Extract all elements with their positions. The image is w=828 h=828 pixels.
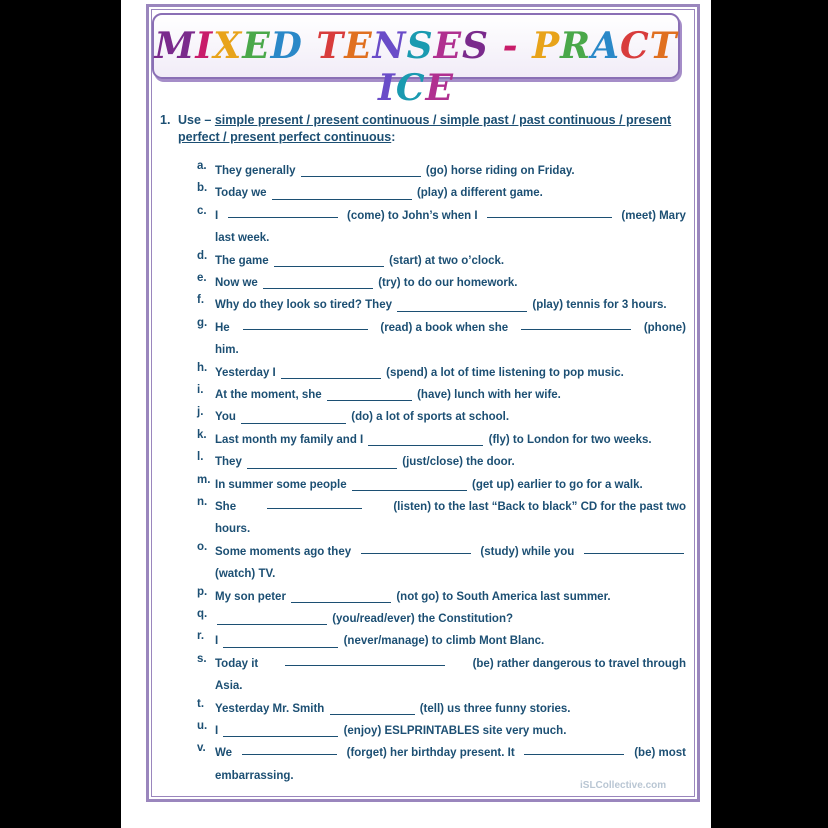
exercise-letter: d.	[197, 249, 208, 262]
exercise-item	[197, 698, 686, 720]
exercise-text: Today it	[215, 657, 259, 670]
exercise-letter: f.	[197, 294, 205, 307]
title-letter: M	[154, 25, 196, 67]
exercise-letter: u.	[197, 720, 208, 732]
instruction	[160, 112, 686, 146]
exercise-text: (forget) her birthday present. It	[346, 747, 515, 760]
answer-blank[interactable]	[330, 702, 415, 715]
exercise-text: We	[215, 747, 233, 760]
exercise-text: (enjoy) ESLPRINTABLES site very much.	[340, 725, 567, 737]
exercise-text: (fly) to London for two weeks.	[485, 433, 652, 446]
exercise-item	[197, 720, 686, 742]
exercise-text: (try) to do our homework.	[375, 277, 518, 289]
answer-blank[interactable]	[228, 205, 338, 218]
exercise-item	[197, 429, 686, 451]
exercise-text: (do) a lot of sports at school.	[348, 411, 510, 424]
exercise-item	[197, 250, 686, 272]
page-title	[154, 25, 678, 109]
exercise-letter: p.	[197, 585, 208, 598]
exercise-text: (study) while you	[480, 545, 575, 558]
exercise-text: Last month my family and I	[215, 433, 367, 446]
answer-blank[interactable]	[263, 276, 373, 289]
exercise-item	[197, 630, 686, 652]
answer-blank[interactable]	[223, 724, 338, 737]
title-letter	[519, 25, 533, 67]
exercise-text: I	[215, 635, 222, 648]
exercise-text: At the moment, she	[215, 389, 325, 401]
exercise-text: They	[215, 456, 246, 469]
exercise-letter: v.	[197, 742, 206, 755]
answer-blank[interactable]	[267, 496, 362, 509]
title-banner	[152, 13, 680, 109]
exercise-text: (never/manage) to climb Mont Blanc.	[340, 635, 545, 648]
answer-blank[interactable]	[524, 742, 624, 755]
answer-blank[interactable]	[291, 590, 391, 603]
answer-blank[interactable]	[243, 317, 368, 330]
exercise-text: The game	[215, 254, 272, 267]
exercise-item	[197, 451, 686, 473]
exercise-text: (come) to John’s when I	[347, 209, 478, 222]
exercise-item	[197, 474, 686, 496]
exercise-text: (start) at two o’clock.	[385, 254, 505, 267]
exercise-letter: r.	[197, 630, 205, 643]
exercise-text: (not go) to South America last summer.	[393, 590, 611, 603]
title-letter	[489, 25, 503, 67]
answer-blank[interactable]	[352, 478, 467, 491]
tense-list-line2: perfect / present perfect continuous	[178, 130, 392, 144]
exercise-text: last week.	[215, 232, 270, 245]
exercise-text: (watch) TV.	[215, 568, 276, 581]
answer-blank[interactable]	[241, 411, 346, 424]
exercise-item	[197, 317, 686, 362]
exercise-letter: h.	[197, 361, 208, 374]
title-letter: C	[620, 25, 650, 67]
title-letter: I	[378, 67, 396, 109]
answer-blank[interactable]	[274, 254, 384, 267]
exercise-text: (listen) to the last “Back to black” CD for the past two	[393, 501, 686, 513]
exercise-letter: e.	[197, 272, 207, 284]
exercise-text: I	[215, 725, 222, 737]
exercise-letter: l.	[197, 451, 204, 464]
answer-blank[interactable]	[327, 388, 412, 401]
title-letter: S	[406, 25, 434, 67]
exercise-text: You	[215, 411, 240, 424]
exercise-item	[197, 205, 686, 250]
exercise-letter: o.	[197, 540, 208, 553]
exercise-text: Today we	[215, 187, 270, 200]
exercise-text: (you/read/ever) the Constitution?	[329, 613, 514, 625]
exercise-text: (just/close) the door.	[399, 456, 515, 469]
exercise-item	[197, 496, 686, 541]
exercise-letter: g.	[197, 316, 208, 329]
exercise-text: My son peter	[215, 590, 290, 603]
answer-blank[interactable]	[285, 653, 445, 666]
title-letter: I	[195, 25, 214, 67]
exercise-letter: t.	[197, 697, 205, 710]
exercise-letter: q.	[197, 608, 208, 620]
title-letter: E	[425, 67, 454, 109]
exercise-item	[197, 272, 686, 294]
answer-blank[interactable]	[521, 317, 631, 330]
exercise-text: (be) most	[634, 747, 686, 760]
answer-blank[interactable]	[247, 456, 397, 469]
exercise-letter: n.	[197, 496, 208, 508]
exercise-text: (spend) a lot of time listening to pop music.	[382, 366, 624, 379]
exercise-item	[197, 608, 686, 630]
exercise-item	[197, 362, 686, 384]
title-letter: E	[242, 25, 271, 67]
exercise-item	[197, 586, 686, 608]
title-letter: N	[372, 25, 407, 67]
exercise-text: He	[215, 321, 230, 334]
answer-blank[interactable]	[584, 541, 684, 554]
title-letter: T	[316, 25, 345, 67]
instruction-number: 1.	[160, 113, 171, 127]
exercise-letter: a.	[197, 160, 207, 172]
answer-blank[interactable]	[242, 742, 337, 755]
exercise-text: Why do they look so tired? They	[215, 299, 396, 312]
title-letter: E	[344, 25, 373, 67]
title-letter: R	[560, 25, 592, 67]
watermark: iSLCollective.com	[580, 780, 667, 791]
exercise-letter: s.	[197, 652, 207, 665]
title-letter	[303, 25, 317, 67]
title-letter: E	[433, 25, 463, 67]
title-letter: -	[502, 25, 519, 67]
answer-blank[interactable]	[272, 187, 412, 200]
exercise-item	[197, 160, 686, 182]
answer-blank[interactable]	[223, 635, 338, 648]
exercise-text: (play) tennis for 3 hours.	[529, 299, 667, 312]
answer-blank[interactable]	[361, 541, 471, 554]
exercise-letter: j.	[197, 406, 204, 419]
exercise-text: Now we	[215, 277, 262, 289]
title-letter: S	[462, 25, 490, 67]
exercise-item	[197, 406, 686, 428]
exercise-text: I	[215, 209, 219, 222]
instruction-suffix: :	[391, 130, 396, 144]
tense-list-line1: simple present / present continuous / simple past / past continuous / present	[214, 113, 672, 127]
exercise-text: (meet) Mary	[621, 209, 686, 222]
exercise-text: Yesterday I	[215, 366, 279, 379]
exercise-letter: m.	[197, 473, 211, 486]
exercise-text: (go) horse riding on Friday.	[422, 165, 575, 177]
exercise-item	[197, 384, 686, 406]
exercise-letter: k.	[197, 428, 207, 441]
exercise-text: She	[215, 501, 237, 513]
exercise-text: (get up) earlier to go for a walk.	[468, 478, 643, 491]
exercise-text: hours.	[215, 523, 251, 536]
exercise-letter: i.	[197, 384, 204, 396]
exercise-item	[197, 294, 686, 316]
exercise-text: Yesterday Mr. Smith	[215, 702, 328, 715]
exercise-text: In summer some people	[215, 478, 350, 491]
title-letter: A	[591, 25, 620, 67]
exercise-text: (be) rather dangerous to travel through	[472, 657, 686, 670]
exercise-letter: c.	[197, 204, 207, 217]
title-letter: T	[649, 25, 678, 67]
exercise-item	[197, 541, 686, 586]
exercise-text: him.	[215, 344, 239, 357]
answer-blank[interactable]	[301, 164, 421, 177]
title-letter: X	[213, 25, 243, 67]
title-letter: D	[270, 25, 303, 67]
exercise-text: embarrassing.	[215, 769, 294, 782]
exercise-item	[197, 653, 686, 698]
answer-blank[interactable]	[368, 433, 483, 446]
exercise-letter: b.	[197, 182, 208, 195]
exercise-text: Some moments ago they	[215, 545, 352, 558]
answer-blank[interactable]	[217, 612, 327, 625]
exercise-text: (read) a book when she	[380, 321, 509, 334]
answer-blank[interactable]	[397, 299, 527, 312]
title-letter: C	[395, 67, 426, 109]
answer-blank[interactable]	[281, 366, 381, 379]
exercise-text: (phone)	[643, 321, 686, 334]
exercise-item	[197, 182, 686, 204]
answer-blank[interactable]	[487, 205, 612, 218]
exercise-text: (tell) us three funny stories.	[416, 702, 571, 715]
exercise-text: They generally	[215, 165, 299, 177]
exercise-text: (have) lunch with her wife.	[413, 389, 561, 401]
instruction-prefix: Use –	[178, 113, 215, 127]
exercise-text: Asia.	[215, 680, 243, 693]
title-letter: P	[532, 25, 561, 67]
exercise-text: (play) a different game.	[413, 187, 543, 200]
